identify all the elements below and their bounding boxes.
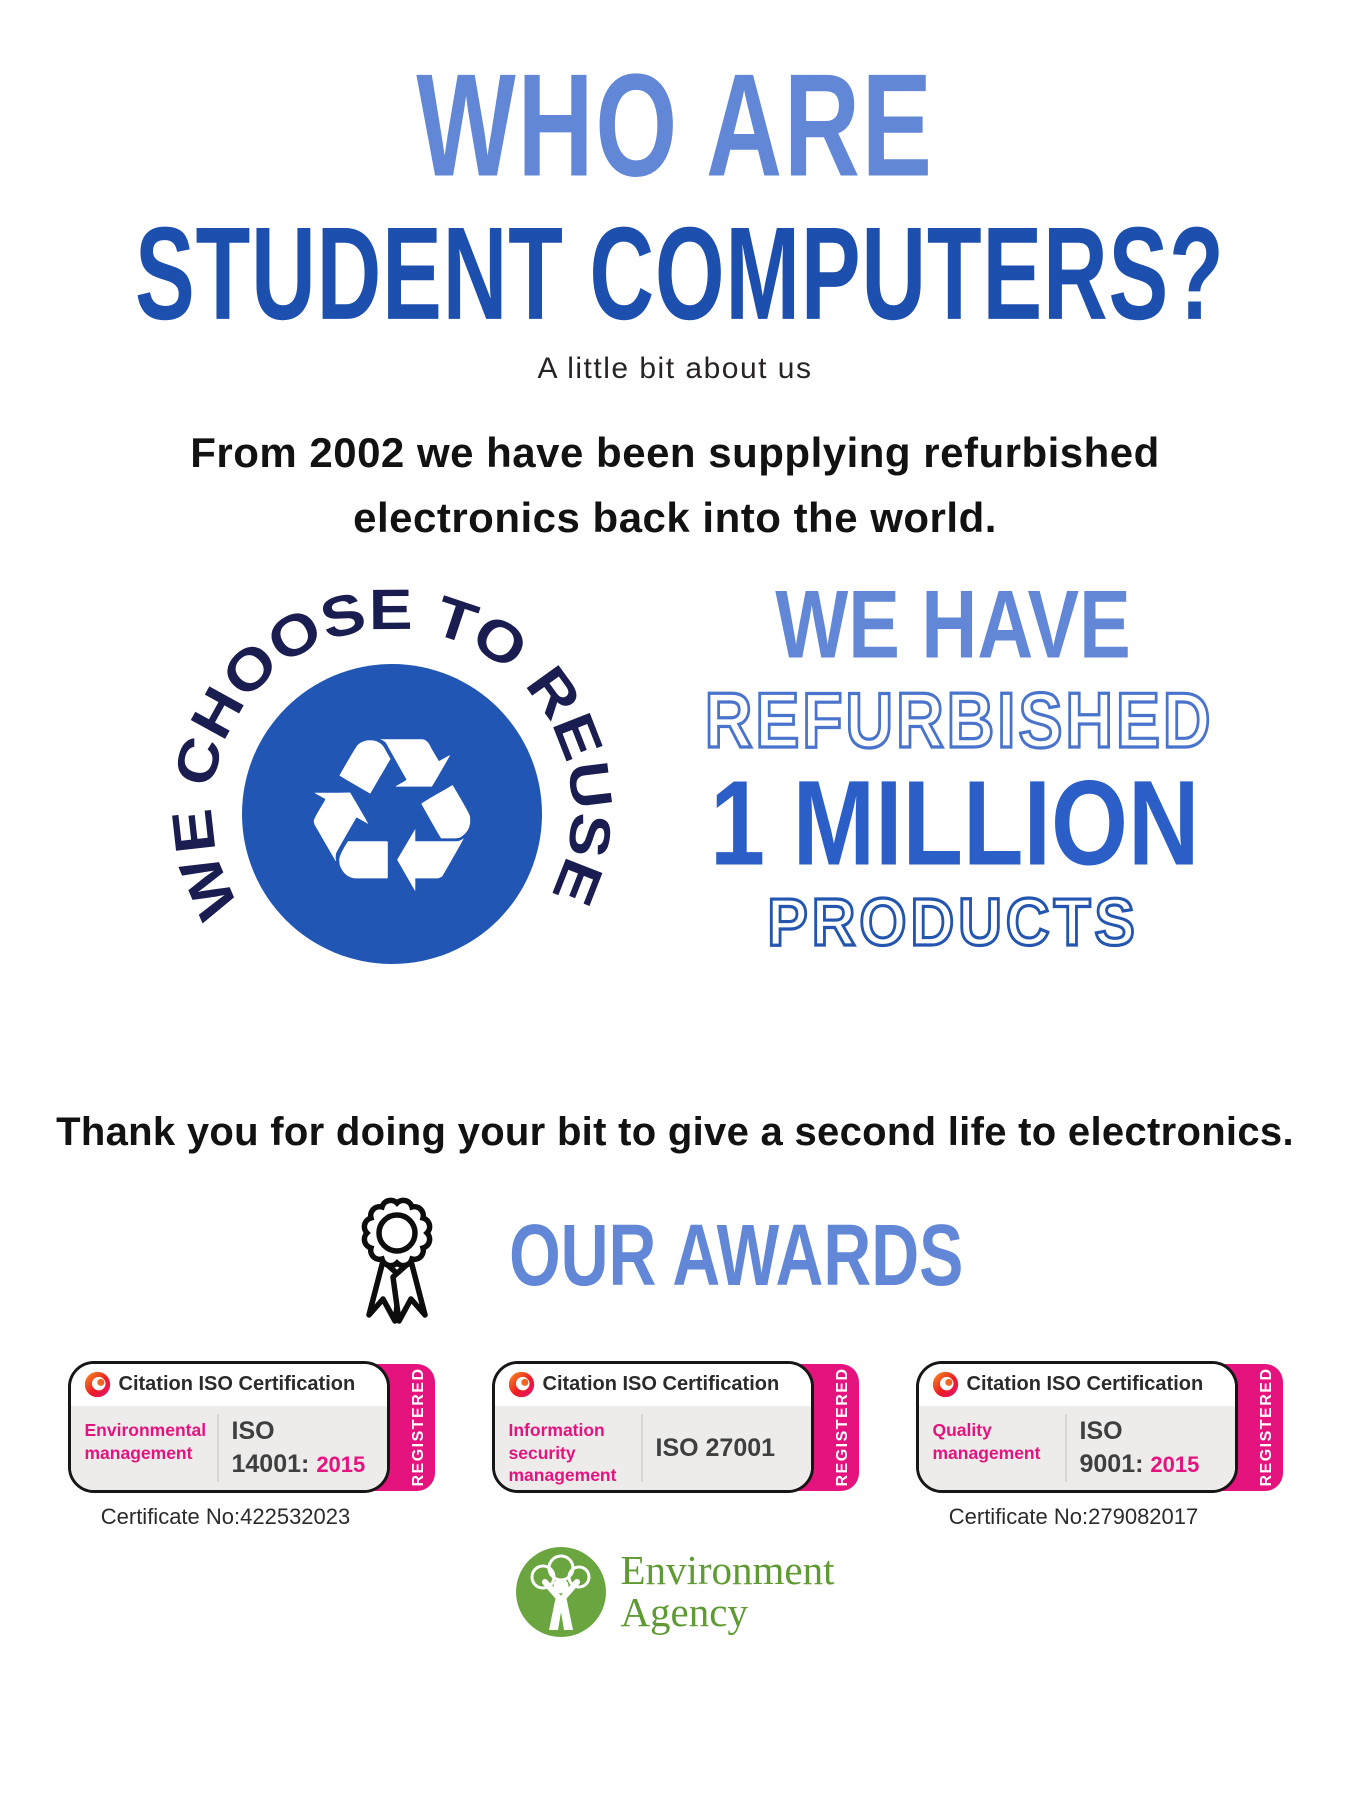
citation-swirl-icon [932,1371,959,1398]
iso-standard [1067,1406,1235,1490]
citation-swirl-icon [508,1371,535,1398]
iso-brand: Citation ISO Certification [966,1373,1204,1396]
iso-card-body [71,1406,387,1490]
iso-badge-information-security [492,1361,859,1495]
iso-card-header [71,1364,387,1406]
awards-heading: OUR AWARDS [508,1205,964,1305]
environment-agency-logo [0,1546,1350,1638]
stats-column [683,570,1223,960]
iso-badges-row [68,1361,1283,1530]
certificate-number: Certificate No:422532023 [100,1503,351,1529]
agency-name [620,1546,835,1635]
iso-number: 14001: [231,1449,310,1478]
iso-standard-line1: ISO 27001 [655,1433,776,1462]
registered-label: REGISTERED [409,1367,427,1487]
registered-label: REGISTERED [833,1367,851,1487]
iso-standard-line2 [1080,1448,1235,1481]
iso-card-body [495,1406,811,1490]
iso-standard-line1: ISO [231,1417,275,1446]
iso-category: Quality management [932,1419,1041,1463]
stat-one-million: 1 MILLION [710,755,1200,891]
iso-card-body [919,1406,1235,1490]
thank-you-text: Thank you for doing your bit to give a second life to electronics. [56,1109,1294,1154]
recycle-icon: ♻ [295,690,489,942]
iso-badge-environmental [68,1361,435,1530]
stat-products: PRODUCTS [767,884,1139,960]
title-line-2: STUDENT COMPUTERS? [135,200,1225,348]
iso-badge-quality [916,1361,1283,1530]
agency-name-line1: Environment [620,1546,835,1593]
reuse-badge [127,564,657,1024]
iso-number: 9001: [1079,1449,1144,1478]
iso-card-header [919,1364,1235,1406]
iso-year: 2015 [316,1451,366,1477]
iso-brand: Citation ISO Certification [118,1373,356,1396]
iso-year: 2015 [1150,1451,1200,1477]
subtitle: A little bit about us [537,351,813,385]
iso-card [916,1361,1238,1493]
iso-badge-card-wrap [916,1361,1283,1495]
registered-label: REGISTERED [1257,1367,1275,1487]
awards-header [0,1181,1350,1331]
award-ribbon-icon [347,1181,447,1331]
title-line-1: WHO ARE [416,44,934,208]
iso-standard-line2 [232,1448,387,1481]
iso-standard [219,1406,387,1490]
iso-standard [643,1406,811,1490]
citation-swirl-icon [84,1371,111,1398]
iso-standard-line1: ISO [1079,1417,1123,1446]
stat-refurbished: REFURBISHED [704,677,1214,765]
iso-category: Environmental management [84,1419,207,1463]
intro-text: From 2002 we have been supplying refurbished electronics back into the world. [190,428,1160,541]
iso-card [68,1361,390,1493]
certificate-number: Certificate No:279082017 [948,1503,1199,1529]
iso-category: Information security management [508,1419,617,1486]
hero-section [0,564,1350,1024]
iso-card-header [495,1364,811,1406]
iso-badge-card-wrap [68,1361,435,1495]
iso-brand: Citation ISO Certification [542,1373,780,1396]
agency-name-line2: Agency [620,1588,748,1635]
environment-agency-icon [515,1546,607,1638]
iso-card [492,1361,814,1493]
iso-badge-card-wrap [492,1361,859,1495]
reuse-curved-text: WE CHOOSE TO REUSE [160,577,624,928]
stat-we-have: WE HAVE [775,570,1131,679]
